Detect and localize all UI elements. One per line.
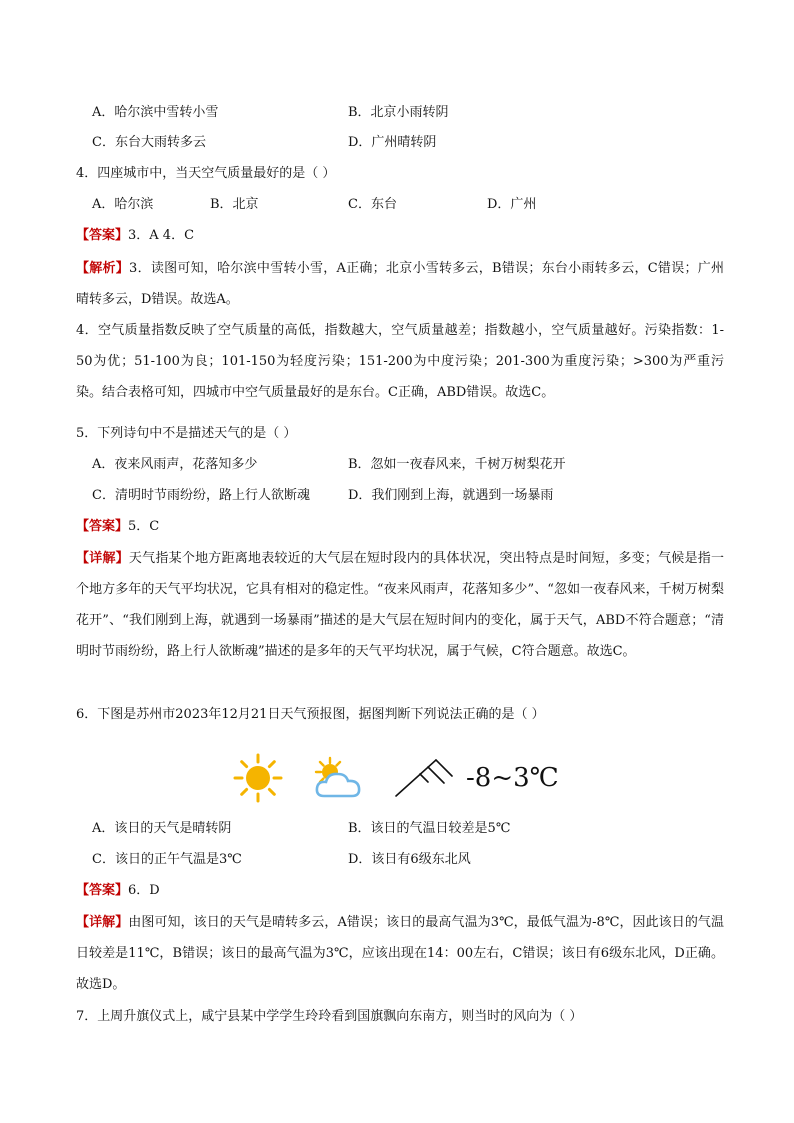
q3-option-b: B．北京小雨转阴 (348, 105, 449, 120)
question-6-stem: 6．下图是苏州市2023年12月21日天气预报图，据图判断下列说法正确的是（ ） (76, 707, 545, 722)
q3-option-c: C．东台大雨转多云 (92, 135, 206, 150)
answer-text: 6．D (128, 883, 160, 898)
q4-option-a: A．哈尔滨 (92, 197, 154, 212)
answer-tag: 【答案】 (76, 228, 129, 243)
answer-tag: 【答案】 (76, 883, 129, 898)
answer-text: 5．C (128, 519, 160, 534)
detail-5 (76, 543, 724, 667)
q5-option-b: B．忽如一夜春风来，千树万树梨花开 (348, 457, 566, 472)
q3-option-d: D．广州晴转阴 (348, 135, 437, 150)
answer-6 (76, 881, 160, 901)
detail-6-text: 由图可知，该日的天气是晴转多云，A错误；该日的最高气温为3℃，最低气温为-8℃，因此该日的气温日较差是11℃，B错误；该日的最高气温为3℃，应该出现在14：00左右，C错误；该日有6级东北风，D正确。故选D。 (76, 915, 724, 992)
temperature-range: -8~3℃ (466, 763, 559, 793)
analysis-3-text: 3．读图可知，哈尔滨中雪转小雪，A正确；北京小雪转多云，B错误；东台小雨转多云，C错误；广州晴转多云，D错误。故选A。 (76, 261, 724, 307)
q3-option-a: A．哈尔滨中雪转小雪 (92, 105, 219, 120)
detail-tag: 【详解】 (76, 551, 129, 566)
q6-option-c: C．该日的正午气温是3℃ (92, 852, 242, 867)
answer-5 (76, 517, 159, 537)
q4-option-d: D．广州 (487, 197, 537, 212)
answer-tag: 【答案】 (76, 519, 129, 534)
answer-3-4 (76, 226, 194, 246)
question-5-stem: 5．下列诗句中不是描述天气的是（ ） (76, 426, 297, 441)
analysis-3 (76, 253, 724, 315)
q5-option-c: C．清明时节雨纷纷，路上行人欲断魂 (92, 488, 310, 503)
detail-6 (76, 907, 724, 1000)
analysis-4: 4．空气质量指数反映了空气质量的高低，指数越大，空气质量越差；指数越小，空气质量越好。污染指数：1-50为优；51-100为良；101-150为轻度污染；151-200为中度污染；201-300为重度污染；>300为严重污染。结合表格可知，四城市中空气质量最好的是东台。C正确，ABD错误。故选C。 (76, 323, 724, 400)
sun-cloud-icon (312, 756, 364, 802)
q4-option-c: C．东台 (348, 197, 397, 212)
wind-barb-icon (392, 754, 464, 802)
answer-text: 3．A 4．C (128, 228, 195, 243)
q5-option-a: A．夜来风雨声，花落知多少 (92, 457, 258, 472)
analysis-tag: 【解析】 (76, 261, 130, 276)
q6-option-a: A．该日的天气是晴转阴 (92, 821, 232, 836)
q6-option-b: B．该日的气温日较差是5℃ (348, 821, 511, 836)
q6-option-d: D．该日有6级东北风 (348, 852, 471, 867)
detail-tag: 【详解】 (76, 915, 129, 930)
q5-option-d: D．我们刚到上海，就遇到一场暴雨 (348, 488, 554, 503)
question-4-stem: 4．四座城市中，当天空气质量最好的是（ ） (76, 166, 336, 181)
question-7-stem: 7．上周升旗仪式上，咸宁县某中学学生玲玲看到国旗飘向东南方，则当时的风向为（ ） (76, 1009, 583, 1024)
sun-icon (232, 752, 284, 804)
q4-option-b: B．北京 (210, 197, 259, 212)
detail-5-text: 天气指某个地方距离地表较近的大气层在短时段内的具体状况，突出特点是时间短，多变；气候是指一个地方多年的天气平均状况，它具有相对的稳定性。“夜来风雨声，花落知多少”、“忽如一夜春风来，千树万树梨花开”、“我们刚到上海，就遇到一场暴雨”描述的是大气层在短时间内的变化，属于天气，ABD不符合题意；“清明时节雨纷纷，路上行人欲断魂”描述的是多年的天气平均状况，属于气候，C符合题意。故选C。 (76, 551, 724, 659)
